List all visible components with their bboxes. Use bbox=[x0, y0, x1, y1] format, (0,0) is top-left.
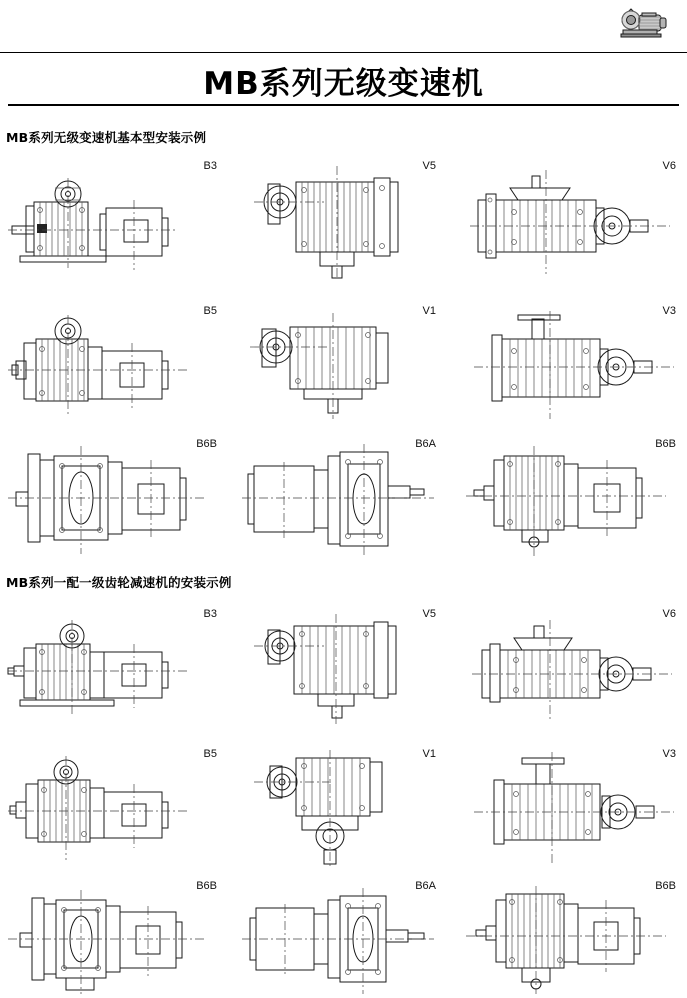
drawing-cell-v1 bbox=[240, 305, 440, 425]
drawing-grid-basic bbox=[0, 160, 687, 560]
mounting-code: B5 bbox=[203, 748, 217, 760]
page-title: MB系列无级变速机 bbox=[203, 66, 484, 102]
drawing-cell-geared-b6a bbox=[240, 880, 440, 998]
mounting-code: V6 bbox=[662, 608, 676, 620]
section-heading-geared: MB系列一配一级齿轮减速机的安装示例 bbox=[6, 575, 232, 590]
header-divider bbox=[0, 52, 687, 53]
mounting-code: B6B bbox=[196, 880, 217, 892]
drawing-cell-geared-v5 bbox=[240, 608, 440, 728]
mounting-code: B6A bbox=[415, 880, 436, 892]
geared-v1-drawing bbox=[240, 748, 440, 868]
gearbox-b6b-left-drawing bbox=[6, 438, 221, 560]
drawing-cell-v3 bbox=[460, 305, 680, 425]
gearbox-v6-drawing bbox=[460, 160, 680, 285]
gearbox-b6b-right-drawing bbox=[460, 438, 680, 560]
drawing-cell-b6b-right bbox=[460, 438, 680, 560]
drawing-cell-b5 bbox=[6, 305, 221, 425]
gearbox-v3-drawing bbox=[460, 305, 680, 425]
gearbox-b3-drawing bbox=[6, 160, 221, 285]
page-header bbox=[0, 0, 687, 56]
drawing-cell-geared-v6 bbox=[460, 608, 680, 728]
mounting-code: B6A bbox=[415, 438, 436, 450]
drawing-cell-geared-b5 bbox=[6, 748, 221, 868]
geared-b5-drawing bbox=[6, 748, 221, 868]
section-heading-basic: MB系列无级变速机基本型安装示例 bbox=[6, 130, 207, 145]
geared-v6-drawing bbox=[460, 608, 680, 728]
drawing-cell-geared-v1 bbox=[240, 748, 440, 868]
geared-b6b-left-drawing bbox=[6, 880, 221, 998]
mounting-code: V5 bbox=[422, 608, 436, 620]
mounting-code: B3 bbox=[203, 608, 217, 620]
drawing-grid-geared bbox=[0, 608, 687, 993]
geared-v5-drawing bbox=[240, 608, 440, 728]
geared-v3-drawing bbox=[460, 748, 680, 868]
drawing-cell-b6a bbox=[240, 438, 440, 560]
drawing-cell-v6 bbox=[460, 160, 680, 285]
mounting-code: V3 bbox=[662, 748, 676, 760]
mounting-code: B6B bbox=[655, 438, 676, 450]
drawing-cell-b3 bbox=[6, 160, 221, 285]
drawing-cell-v5 bbox=[240, 160, 440, 285]
gearbox-v5-drawing bbox=[240, 160, 440, 285]
drawing-cell-geared-b6b-right bbox=[460, 880, 680, 998]
drawing-cell-geared-v3 bbox=[460, 748, 680, 868]
mounting-code: V1 bbox=[422, 305, 436, 317]
mounting-code: B5 bbox=[203, 305, 217, 317]
mounting-code: V1 bbox=[422, 748, 436, 760]
drawing-cell-geared-b3 bbox=[6, 608, 221, 728]
drawing-cell-geared-b6b-left bbox=[6, 880, 221, 998]
drawing-cell-b6b-left bbox=[6, 438, 221, 560]
mounting-code: B6B bbox=[655, 880, 676, 892]
geared-b3-drawing bbox=[6, 608, 221, 728]
mounting-code: B6B bbox=[196, 438, 217, 450]
mounting-code: V3 bbox=[662, 305, 676, 317]
mounting-code: V5 bbox=[422, 160, 436, 172]
gearbox-b6a-drawing bbox=[240, 438, 440, 560]
mounting-code: B3 bbox=[203, 160, 217, 172]
gearbox-b5-drawing bbox=[6, 305, 221, 425]
geared-b6b-right-drawing bbox=[460, 880, 680, 998]
title-underline bbox=[8, 104, 679, 106]
geared-b6a-drawing bbox=[240, 880, 440, 998]
gear-motor-icon bbox=[615, 4, 671, 48]
gearbox-v1-drawing bbox=[240, 305, 440, 425]
mounting-code: V6 bbox=[662, 160, 676, 172]
